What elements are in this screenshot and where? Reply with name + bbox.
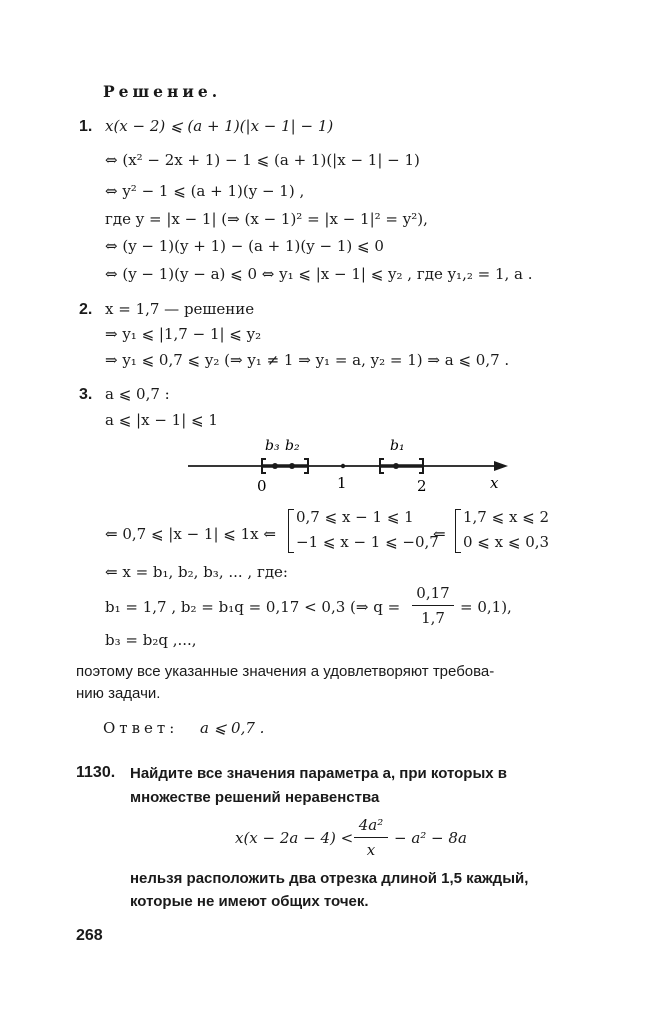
problem-text-3: нельзя расположить два отрезка длиной 1,5 каждый, bbox=[130, 870, 529, 887]
conclusion-line-1: поэтому все указанные значения a удовлетворяют требова- bbox=[76, 663, 495, 680]
number-line-diagram bbox=[180, 432, 520, 498]
problem-text-2: множестве решений неравенства bbox=[130, 789, 380, 806]
page-number: 268 bbox=[76, 927, 103, 944]
tick-label-0: 0 bbox=[257, 477, 267, 495]
problem-text-4: которые не имеют общих точек. bbox=[130, 893, 369, 910]
answer-value: a ⩽ 0,7 . bbox=[200, 719, 265, 737]
fraction-q bbox=[412, 584, 454, 627]
step-3-line-3: ⇐ 0,7 ⩽ |x − 1| ⩽ 1x ⇐ bbox=[105, 525, 276, 543]
step-1-number: 1. bbox=[79, 118, 93, 135]
fraction-q-numerator: 0,17 bbox=[416, 584, 450, 602]
step-2-line-3: ⇒ y₁ ⩽ 0,7 ⩽ y₂ (⇒ y₁ ≠ 1 ⇒ y₁ = a, y₂ = 1) ⇒ a ⩽ 0,7 . bbox=[105, 351, 510, 369]
step-3-line-1: a ⩽ 0,7 : bbox=[105, 385, 170, 403]
fraction-q-denominator: 1,7 bbox=[421, 609, 445, 627]
step-1-line-2: ⇔ (x² − 2x + 1) − 1 ⩽ (a + 1)(|x − 1| − 1) bbox=[105, 151, 420, 169]
problem-text-1: Найдите все значения параметра a, при которых в bbox=[130, 765, 507, 782]
step-1-line-4: где y = |x − 1| (⇒ (x − 1)² = |x − 1|² = y²), bbox=[105, 210, 428, 228]
step-2-line-2: ⇒ y₁ ⩽ |1,7 − 1| ⩽ y₂ bbox=[105, 325, 262, 343]
inequality-right: − a² − 8a bbox=[394, 829, 467, 847]
point-b2 bbox=[289, 463, 295, 469]
system-2-row-2: 0 ⩽ x ⩽ 0,3 bbox=[463, 533, 550, 551]
inequality-fraction-numerator: 4a² bbox=[358, 816, 384, 834]
answer-label: Ответ: bbox=[103, 719, 179, 737]
inequality-left: x(x − 2a − 4) < bbox=[235, 829, 354, 847]
point-b1 bbox=[393, 463, 399, 469]
problem-number: 1130. bbox=[76, 764, 116, 781]
system-1-row-1: 0,7 ⩽ x − 1 ⩽ 1 bbox=[296, 508, 414, 526]
conclusion-line-2: нию задачи. bbox=[76, 685, 161, 702]
step-3-line-5-left: b₁ = 1,7 , b₂ = b₁q = 0,17 < 0,3 (⇒ q = bbox=[105, 598, 401, 616]
axis-label-x: x bbox=[490, 474, 499, 492]
system-bracket-2 bbox=[455, 509, 461, 553]
step-2-number: 2. bbox=[79, 301, 93, 318]
system-arrow: ⇐ bbox=[433, 525, 446, 543]
step-1-line-1: x(x − 2) ⩽ (a + 1)(|x − 1| − 1) bbox=[105, 117, 334, 135]
step-1-line-5: ⇔ (y − 1)(y + 1) − (a + 1)(y − 1) ⩽ 0 bbox=[105, 237, 384, 255]
axis-arrow-icon bbox=[494, 461, 508, 471]
step-3-line-2: a ⩽ |x − 1| ⩽ 1 bbox=[105, 411, 218, 429]
label-b3: b₃ bbox=[265, 438, 280, 454]
point-b3 bbox=[272, 463, 278, 469]
inequality-fraction-denominator: x bbox=[366, 841, 376, 859]
step-3-line-4: ⇐ x = b₁, b₂, b₃, ... , где: bbox=[105, 563, 288, 581]
system-1-row-2: −1 ⩽ x − 1 ⩽ −0,7 bbox=[296, 533, 439, 551]
label-b2: b₂ bbox=[285, 438, 300, 454]
tick-label-1: 1 bbox=[337, 474, 347, 492]
step-3-number: 3. bbox=[79, 386, 93, 403]
point-1 bbox=[341, 464, 345, 468]
step-3-line-5-right: = 0,1), bbox=[460, 598, 512, 616]
solution-heading: Решение. bbox=[103, 82, 222, 101]
system-bracket-1 bbox=[288, 509, 294, 553]
label-b1: b₁ bbox=[390, 438, 405, 454]
inequality-fraction bbox=[354, 816, 388, 859]
step-2-line-1: x = 1,7 — решение bbox=[105, 300, 255, 318]
step-1-line-6: ⇔ (y − 1)(y − a) ⩽ 0 ⇔ y₁ ⩽ |x − 1| ⩽ y₂ , где y₁,₂ = 1, a . bbox=[105, 265, 533, 283]
step-3-line-6: b₃ = b₂q ,..., bbox=[105, 631, 197, 649]
tick-label-2: 2 bbox=[417, 477, 427, 495]
step-1-line-3: ⇔ y² − 1 ⩽ (a + 1)(y − 1) , bbox=[105, 182, 305, 200]
system-2-row-1: 1,7 ⩽ x ⩽ 2 bbox=[463, 508, 550, 526]
